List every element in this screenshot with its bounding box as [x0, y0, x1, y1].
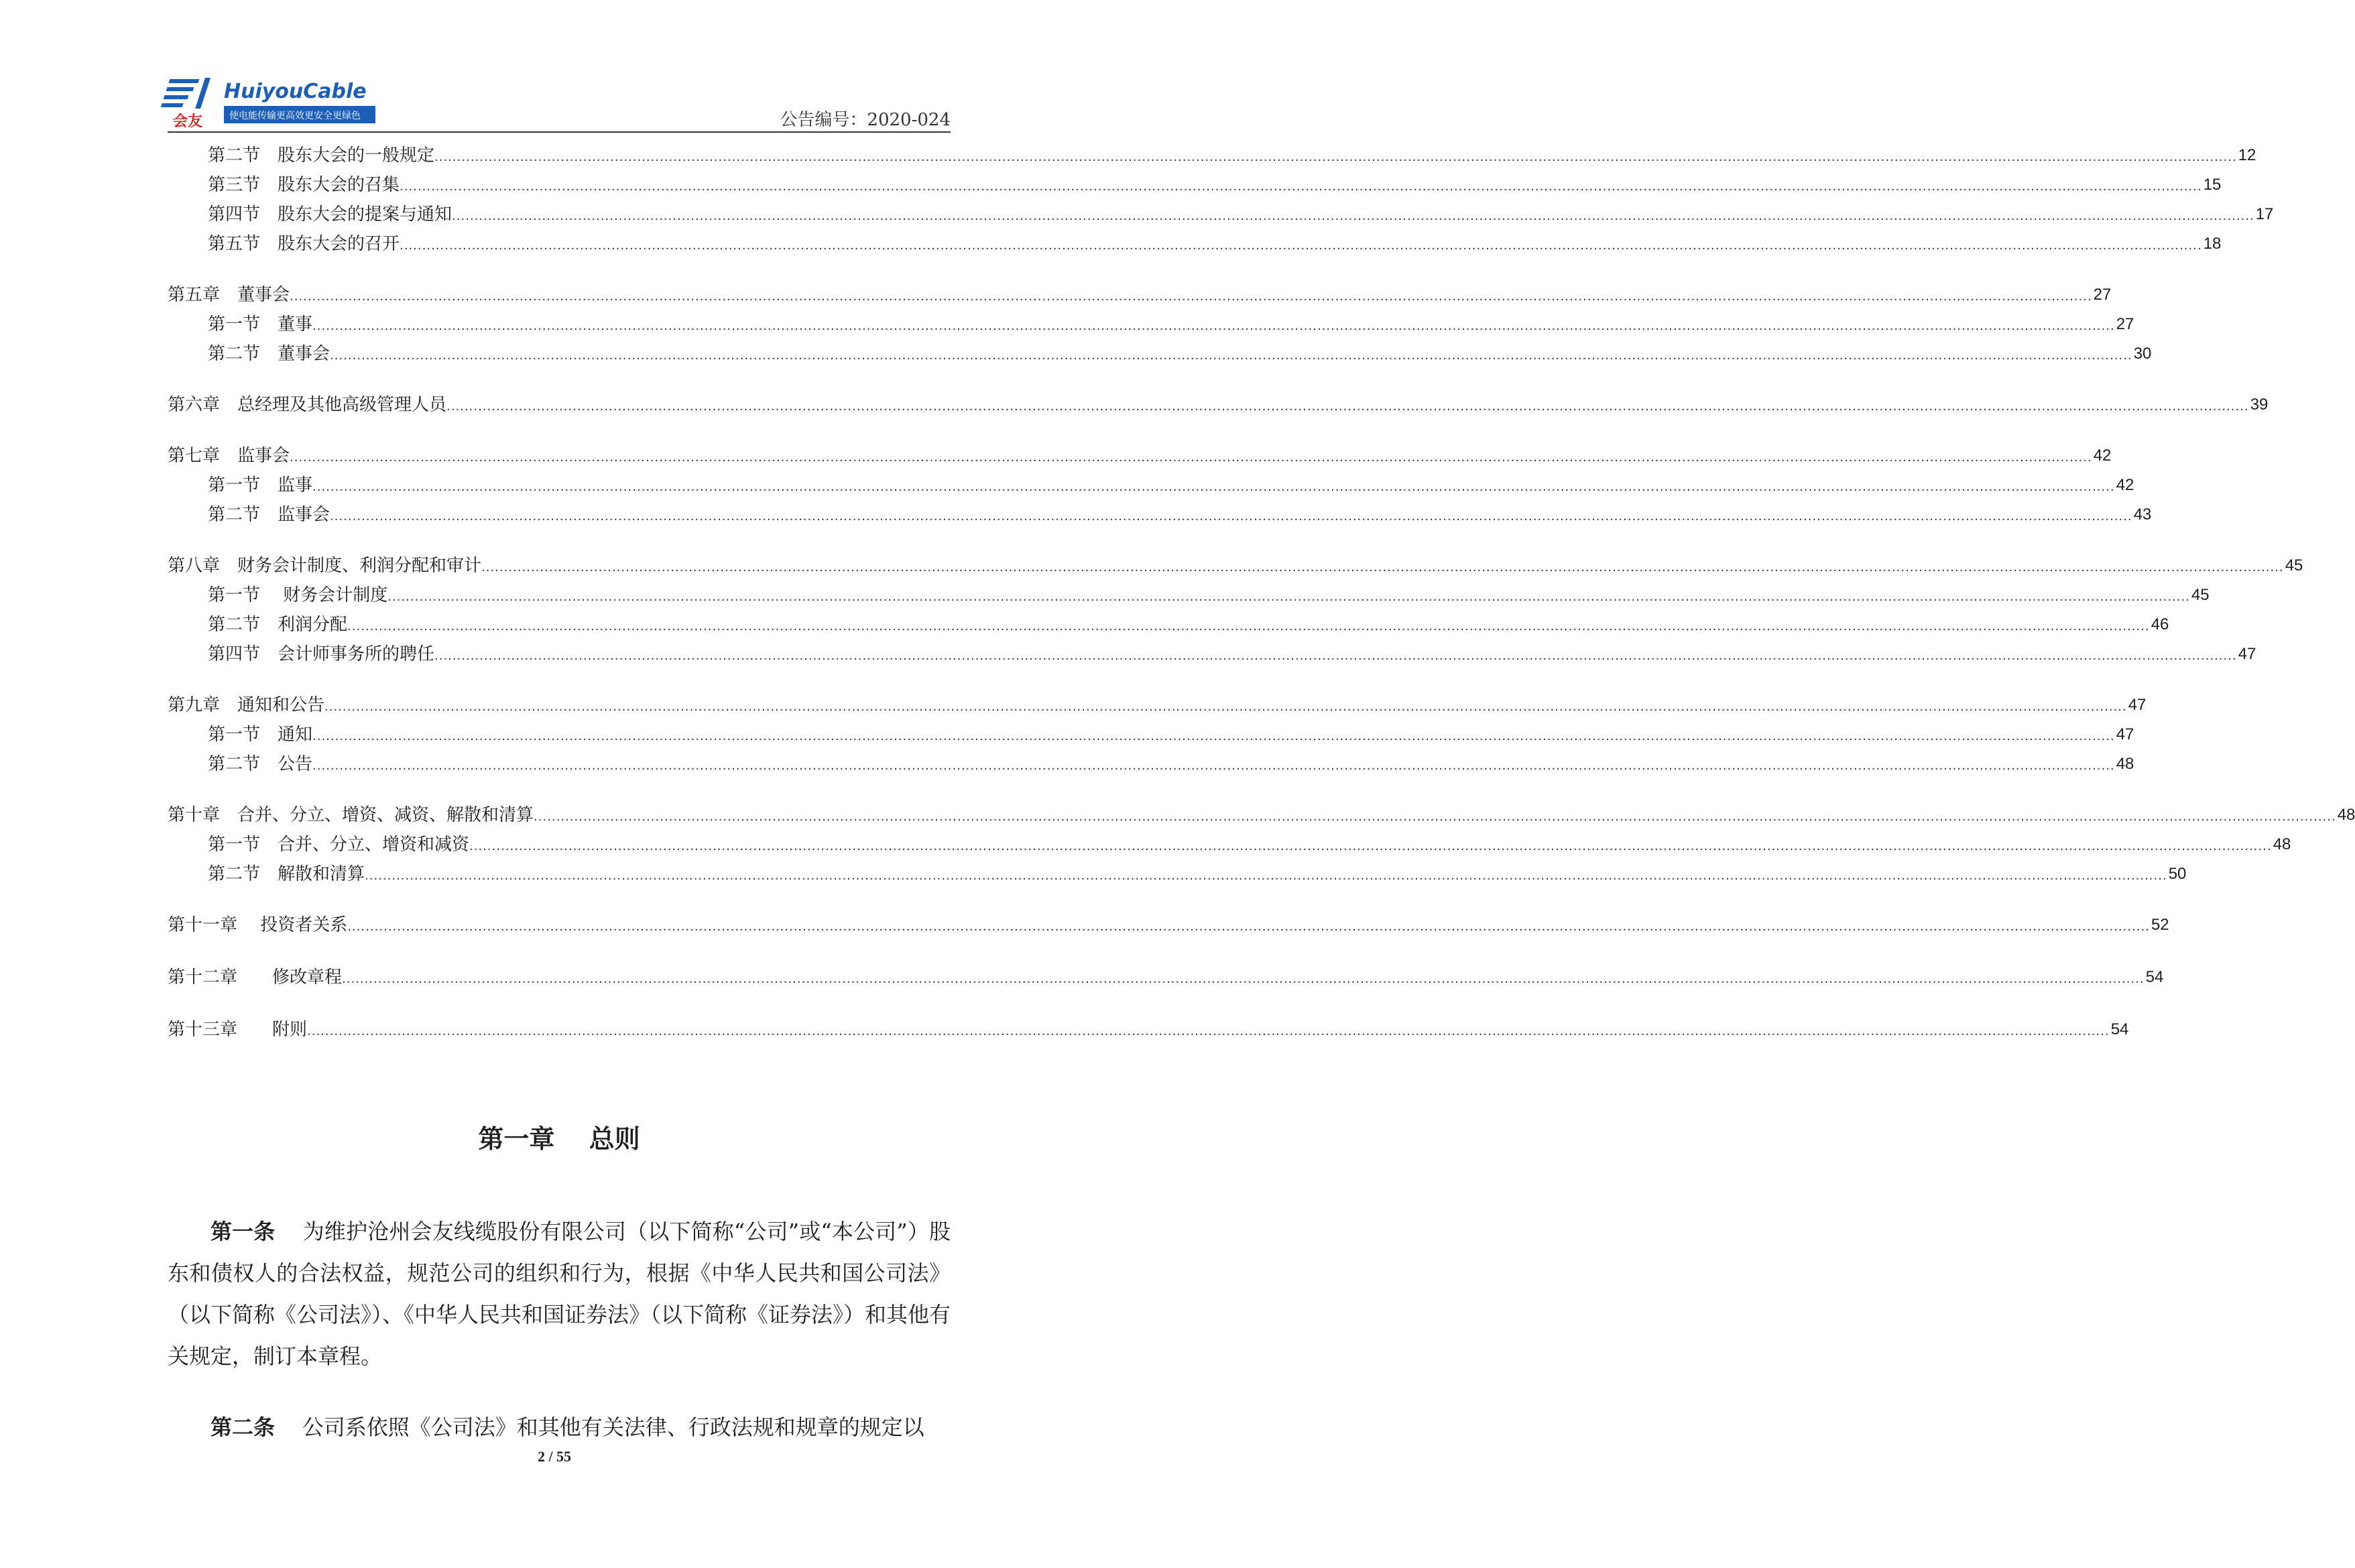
toc-dot-leader: ................................................................................................................................................................................................................................................................................................................................................................................................................	[365, 869, 2167, 883]
toc-entry[interactable]	[168, 472, 2134, 499]
toc-entry[interactable]	[168, 641, 2256, 668]
toc-entry-label: 第十三章 附则	[168, 1020, 308, 1040]
toc-entry-label: 第五章 董事会	[168, 285, 290, 305]
article-1-label: 第一条	[210, 1219, 276, 1244]
toc-dot-leader: ................................................................................................................................................................................................................................................................................................................................................................................................................	[330, 509, 2132, 524]
toc-entry-page: 42	[2116, 476, 2134, 494]
toc-entry-label: 第二节 公告	[208, 754, 313, 774]
toc-dot-leader: ................................................................................................................................................................................................................................................................................................................................................................................................................	[387, 590, 2190, 604]
toc-dot-leader: ................................................................................................................................................................................................................................................................................................................................................................................................................	[324, 700, 2127, 714]
toc-entry[interactable]	[168, 172, 2222, 198]
toc-entry-page: 54	[2110, 1020, 2129, 1038]
toc-entry-page: 50	[2168, 865, 2187, 883]
toc-dot-leader: ................................................................................................................................................................................................................................................................................................................................................................................................................	[534, 810, 2336, 824]
toc-entry-page: 39	[2250, 396, 2269, 414]
toc-dot-leader: ................................................................................................................................................................................................................................................................................................................................................................................................................	[347, 920, 2150, 934]
toc-dot-leader: ................................................................................................................................................................................................................................................................................................................................................................................................................	[434, 150, 2237, 164]
toc-dot-leader: ................................................................................................................................................................................................................................................................................................................................................................................................................	[312, 319, 2115, 333]
toc-entry-label: 第一节 财务会计制度	[208, 585, 388, 605]
toc-entry-page: 30	[2133, 345, 2152, 363]
toc-entry-label: 第二节 利润分配	[208, 615, 348, 635]
chapter-title: 第一章 总则	[478, 1124, 640, 1154]
toc-entry[interactable]	[168, 721, 2134, 748]
announcement-number: 公告编号：2020-024	[780, 110, 951, 130]
toc-entry[interactable]	[168, 201, 2274, 228]
toc-entry[interactable]	[168, 442, 2112, 469]
toc-entry[interactable]	[168, 231, 2222, 257]
toc-entry-label: 第二节 股东大会的一般规定	[208, 145, 435, 166]
toc-entry-page: 45	[2285, 556, 2303, 575]
toc-dot-leader: ................................................................................................................................................................................................................................................................................................................................................................................................................	[452, 209, 2254, 223]
toc-entry-label: 第二节 解散和清算	[208, 864, 365, 884]
article-1	[168, 1211, 951, 1377]
toc-entry[interactable]	[168, 552, 2303, 579]
toc-entry-page: 47	[2116, 725, 2134, 743]
toc-entry-label: 第一节 董事	[208, 314, 313, 335]
toc-entry[interactable]	[168, 751, 2134, 778]
header-divider	[168, 131, 951, 133]
toc-entry-page: 46	[2151, 615, 2169, 634]
toc-entry-page: 27	[2116, 315, 2134, 333]
logo-cn-text: 会友	[173, 113, 203, 130]
toc-entry-page: 18	[2203, 235, 2222, 253]
toc-dot-leader: ................................................................................................................................................................................................................................................................................................................................................................................................................	[400, 180, 2202, 194]
toc-entry-label: 第十章 合并、分立、增资、减资、解散和清算	[168, 805, 534, 825]
toc-entry[interactable]	[168, 831, 2291, 858]
toc-dot-leader: ................................................................................................................................................................................................................................................................................................................................................................................................................	[446, 400, 2249, 414]
toc-entry-label: 第二节 董事会	[208, 344, 330, 364]
toc-entry[interactable]	[168, 341, 2152, 367]
toc-dot-leader: ................................................................................................................................................................................................................................................................................................................................................................................................................	[342, 972, 2145, 986]
toc-dot-leader: ................................................................................................................................................................................................................................................................................................................................................................................................................	[312, 759, 2115, 773]
article-2-label: 第二条	[210, 1414, 276, 1440]
company-logo	[168, 74, 382, 129]
toc-entry[interactable]	[168, 692, 2147, 719]
toc-entry[interactable]	[168, 391, 2269, 418]
logo-wordmark: HuiyouCable	[224, 80, 367, 103]
toc-entry-page: 52	[2151, 916, 2169, 934]
toc-entry-page: 54	[2145, 968, 2164, 986]
toc-entry-label: 第三节 股东大会的召集	[208, 175, 400, 195]
toc-dot-leader: ................................................................................................................................................................................................................................................................................................................................................................................................................	[400, 239, 2202, 253]
toc-entry-page: 15	[2203, 176, 2222, 194]
toc-dot-leader: ................................................................................................................................................................................................................................................................................................................................................................................................................	[434, 649, 2237, 663]
toc-entry-label: 第一节 合并、分立、增资和减资	[208, 835, 470, 855]
toc-entry-label: 第十一章 投资者关系	[168, 915, 348, 935]
toc-entry-label: 第四节 股东大会的提案与通知	[208, 204, 452, 225]
toc-entry[interactable]	[168, 1016, 2129, 1043]
article-1-text: 为维护沧州会友线缆股份有限公司（以下简称“公司”或“本公司”）股东和债权人的合法权益，规范公司的组织和行为，根据《中华人民共和国公司法》（以下简称《公司法》）、《中华人民共和国证券法》（以下简称《证券法》）和其他有关规定，制订本章程。	[168, 1219, 951, 1369]
toc-dot-leader: ................................................................................................................................................................................................................................................................................................................................................................................................................	[481, 560, 2284, 575]
page-header	[168, 74, 951, 133]
toc-entry-label: 第九章 通知和公告	[168, 695, 325, 715]
toc-dot-leader: ................................................................................................................................................................................................................................................................................................................................................................................................................	[307, 1024, 2110, 1038]
toc-entry[interactable]	[168, 802, 2355, 829]
toc-entry[interactable]	[168, 142, 2256, 169]
toc-entry[interactable]	[168, 501, 2152, 528]
toc-entry-label: 第一节 监事	[208, 475, 313, 495]
toc-dot-leader: ................................................................................................................................................................................................................................................................................................................................................................................................................	[290, 450, 2092, 465]
toc-entry[interactable]	[168, 611, 2169, 638]
toc-entry[interactable]	[168, 582, 2210, 609]
toc-entry-page: 43	[2133, 505, 2152, 524]
toc-entry[interactable]	[168, 964, 2164, 991]
toc-entry-label: 第十二章 修改章程	[168, 967, 343, 987]
toc-entry-page: 12	[2238, 146, 2256, 164]
article-2	[168, 1406, 951, 1448]
page-number: 2 / 55	[537, 1448, 572, 1465]
toc-entry-page: 17	[2255, 205, 2274, 223]
toc-entry-page: 45	[2191, 586, 2210, 604]
logo-slogan: 使电能传输更高效更安全更绿色	[229, 111, 361, 121]
toc-entry-page: 48	[2337, 806, 2355, 824]
toc-dot-leader: ................................................................................................................................................................................................................................................................................................................................................................................................................	[290, 290, 2092, 304]
toc-dot-leader: ................................................................................................................................................................................................................................................................................................................................................................................................................	[469, 839, 2272, 853]
toc-entry-page: 42	[2093, 446, 2112, 465]
toc-dot-leader: ................................................................................................................................................................................................................................................................................................................................................................................................................	[312, 729, 2115, 743]
toc-entry-label: 第八章 财务会计制度、利润分配和审计	[168, 556, 482, 576]
toc-entry-page: 47	[2128, 696, 2147, 714]
toc-entry-label: 第四节 会计师事务所的聘任	[208, 644, 435, 664]
toc-entry-page: 48	[2273, 835, 2291, 853]
toc-dot-leader: ................................................................................................................................................................................................................................................................................................................................................................................................................	[330, 349, 2132, 363]
toc-entry[interactable]	[168, 282, 2112, 308]
toc-entry-label: 第五节 股东大会的召开	[208, 234, 400, 254]
toc-entry-page: 48	[2116, 755, 2134, 773]
toc-entry-page: 27	[2093, 286, 2112, 304]
toc-entry[interactable]	[168, 912, 2169, 939]
toc-entry[interactable]	[168, 861, 2187, 888]
toc-entry-label: 第一节 通知	[208, 725, 313, 745]
toc-entry[interactable]	[168, 311, 2134, 338]
toc-entry-label: 第二节 监事会	[208, 505, 330, 525]
toc-entry-page: 47	[2238, 645, 2256, 663]
toc-dot-leader: ................................................................................................................................................................................................................................................................................................................................................................................................................	[312, 480, 2115, 494]
toc-dot-leader: ................................................................................................................................................................................................................................................................................................................................................................................................................	[347, 619, 2150, 634]
toc-entry-label: 第六章 总经理及其他高级管理人员	[168, 395, 447, 415]
toc-entry-label: 第七章 监事会	[168, 446, 290, 466]
article-2-text: 公司系依照《公司法》和其他有关法律、行政法规和规章的规定以	[302, 1414, 924, 1440]
